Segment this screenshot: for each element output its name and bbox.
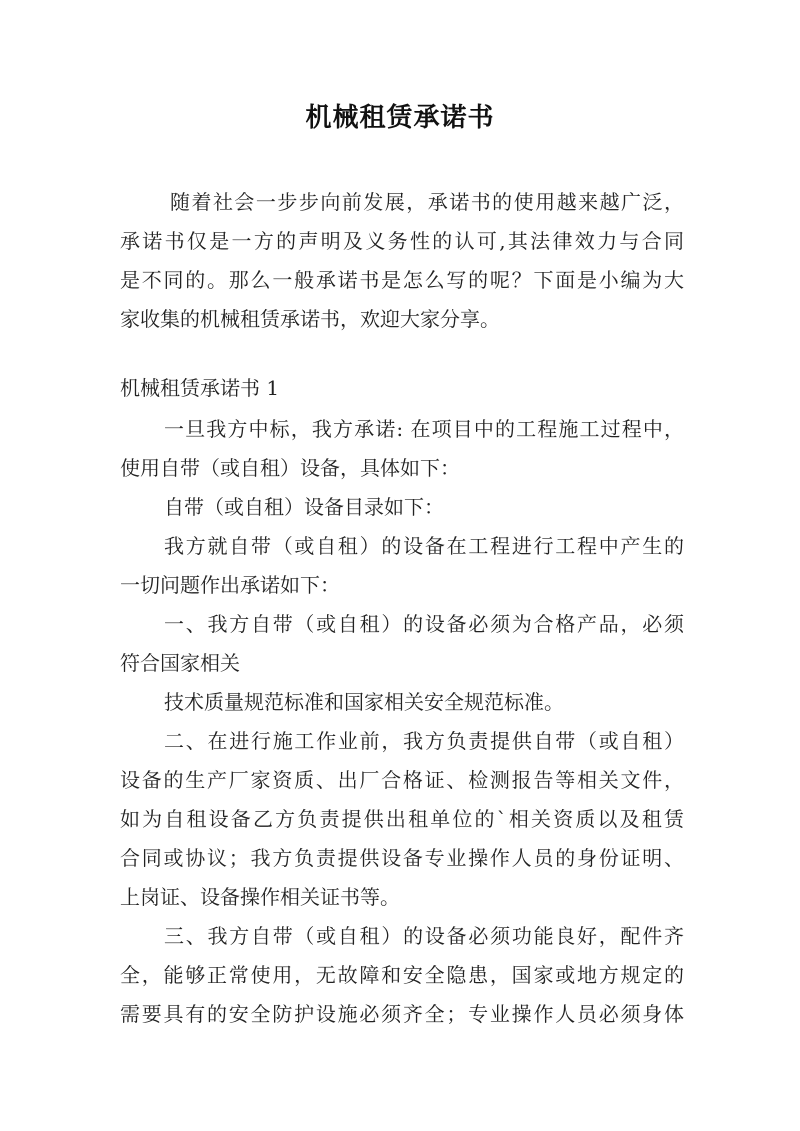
body-line: 自带（或自租）设备目录如下： <box>164 495 444 519</box>
body-line: 全，能够正常使用，无故障和安全隐患，国家或地方规定的 <box>120 963 684 987</box>
body-line: 使用自带（或自租）设备，具体如下： <box>120 456 460 480</box>
intro-line: 随着社会一步步向前发展，承诺书的使用越来越广泛， <box>170 190 684 214</box>
body-line: 一切问题作出承诺如下： <box>120 573 340 597</box>
body-line: 符合国家相关 <box>120 651 240 675</box>
body-line: 如为自租设备乙方负责提供出租单位的`相关资质以及租赁 <box>120 807 684 831</box>
body-line: 一旦我方中标，我方承诺: 在项目中的工程施工过程中， <box>164 417 684 441</box>
section-heading: 机械租赁承诺书 1 <box>120 376 280 400</box>
intro-line: 是不同的。那么一般承诺书是怎么写的呢？下面是小编为大 <box>120 268 684 292</box>
body-line: 三、我方自带（或自租）的设备必须功能良好，配件齐 <box>164 924 684 948</box>
body-line: 二、在进行施工作业前，我方负责提供自带（或自租） <box>164 729 684 753</box>
body-line: 上岗证、设备操作相关证书等。 <box>120 885 400 909</box>
intro-line: 承诺书仅是一方的声明及义务性的认可,其法律效力与合同 <box>120 229 684 253</box>
body-line: 技术质量规范标准和国家相关安全规范标准。 <box>164 690 564 714</box>
body-line: 需要具有的安全防护设施必须齐全；专业操作人员必须身体 <box>120 1002 684 1026</box>
body-line: 我方就自带（或自租）的设备在工程进行工程中产生的 <box>164 534 684 558</box>
body-line: 合同或协议；我方负责提供设备专业操作人员的身份证明、 <box>120 846 684 870</box>
document-title: 机械租赁承诺书 <box>305 103 495 133</box>
body-line: 一、我方自带（或自租）的设备必须为合格产品，必须 <box>164 612 684 636</box>
intro-line: 家收集的机械租赁承诺书，欢迎大家分享。 <box>120 307 500 331</box>
body-line: 设备的生产厂家资质、出厂合格证、检测报告等相关文件， <box>120 768 684 792</box>
